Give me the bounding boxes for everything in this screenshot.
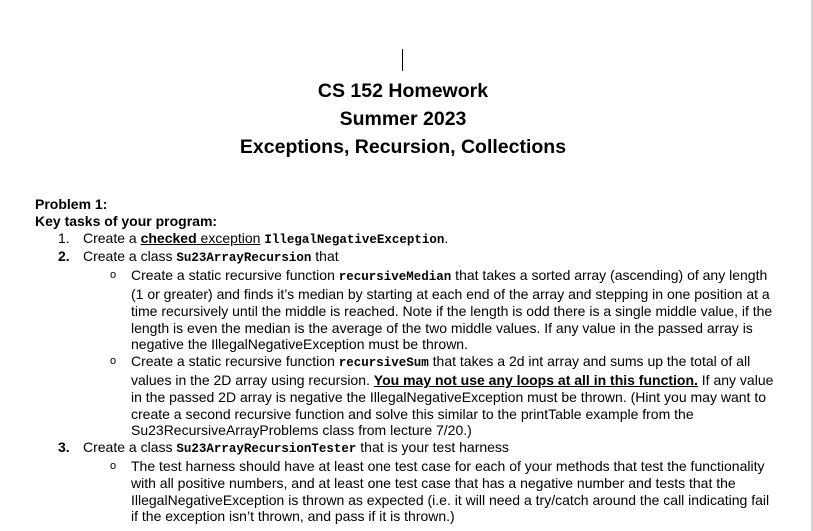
task-item-1: 1. Create a checked exception IllegalNegativeException. xyxy=(58,229,449,247)
title-topics: Exceptions, Recursion, Collections xyxy=(239,136,567,158)
problem-section xyxy=(35,196,775,525)
task-number: 1. xyxy=(58,229,70,246)
function-name: recursiveSum xyxy=(338,356,429,371)
task-number: 2. xyxy=(58,248,70,265)
bullet-test-harness: o The test harness should have at least one test case for each of your methods that test the functionality with all positive numbers, and at least one test case that has a negative number and tests that the IllegalNegativeException is thrown as expected (i.e. it will need a try/catch around the call indicating fail if the exception isn’t thrown, and pass if it is thrown.) xyxy=(110,457,770,525)
class-name: Su23ArrayRecursionTester xyxy=(176,442,357,457)
bullet-icon: o xyxy=(110,355,117,368)
key-tasks-heading: Key tasks of your program: xyxy=(35,212,218,229)
bullet-recursive-median: o Create a static recursive function recursiveMedian that takes a sorted array (ascending) of any length (1 or greater) and finds it’s median by starting at each end of the array and stepping in one position at a time recursively until the middle is reached. Note if the length is odd there is a single middle value, if the length is even the median is the average of the two middle values. If any value in the passed array is negative the IllegalNegativeException must be thrown. xyxy=(110,267,773,353)
task-item-3: 3. Create a class Su23ArrayRecursionTester that is your test harness xyxy=(58,439,509,457)
problem-heading: Problem 1: xyxy=(35,196,108,212)
title-course: CS 152 Homework xyxy=(317,80,489,102)
class-name: Su23ArrayRecursion xyxy=(176,251,312,266)
function-name: recursiveMedian xyxy=(338,270,452,285)
text-cursor xyxy=(402,49,403,71)
task-item-2: 2. Create a class Su23ArrayRecursion that xyxy=(58,248,339,266)
title-term: Summer 2023 xyxy=(339,108,467,130)
class-name: IllegalNegativeException xyxy=(264,232,445,247)
checked-emphasis: checked xyxy=(140,229,197,246)
no-loops-emphasis: You may not use any loops at all in this function. xyxy=(373,371,698,388)
task-number: 3. xyxy=(58,439,70,456)
bullet-icon: o xyxy=(110,459,117,472)
bullet-recursive-sum: o Create a static recursive function recursiveSum that takes a 2d int array and sums up the total of all values in the 2D array using recursion. You may not use any loops at all in this function. If any value in the passed 2D array is negative the IllegalNegativeException must be thrown. (Hint you may want to create a second recursive function and solve this similar to the printTable example from the Su23RecursiveArrayProblems class from lecture 7/20.) xyxy=(110,353,774,439)
bullet-icon: o xyxy=(110,269,117,282)
